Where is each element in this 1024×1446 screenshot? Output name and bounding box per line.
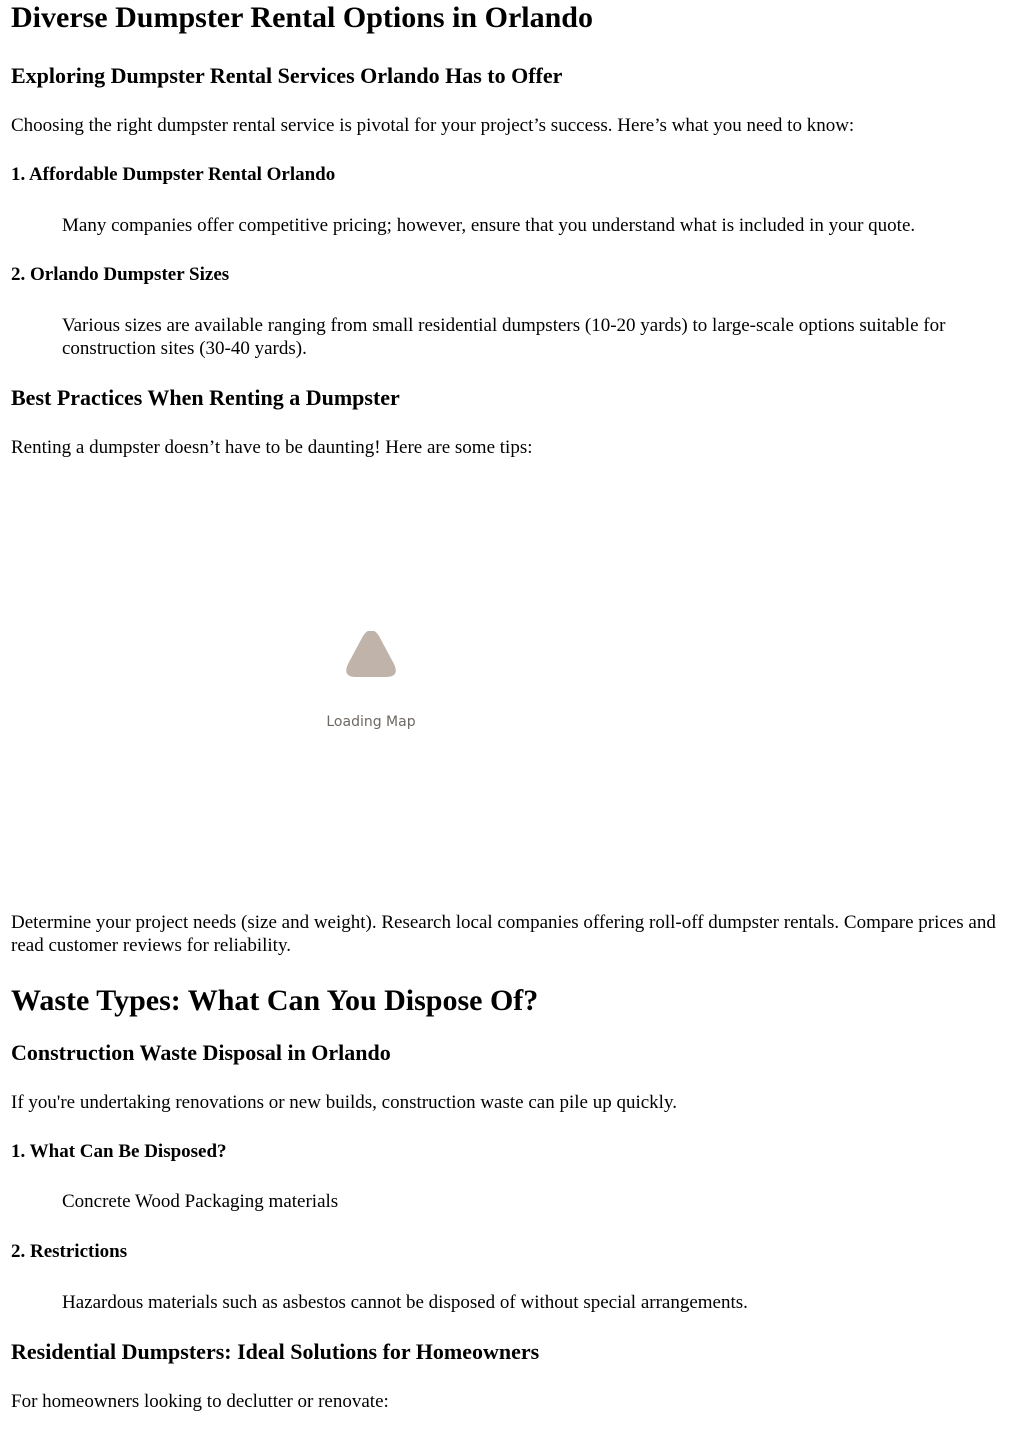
section-heading-residential: Residential Dumpsters: Ideal Solutions for Homeowners — [11, 1339, 540, 1364]
section-intro-paragraph: Choosing the right dumpster rental service is pivotal for your project’s success. Here’s what you need to know: — [11, 115, 855, 136]
map-loading-label: Loading Map — [326, 714, 416, 730]
map-embed[interactable] — [11, 485, 731, 885]
item-text-affordable: Many companies offer competitive pricing; however, ensure that you understand what is included in your quote. — [62, 215, 916, 236]
item-heading-restrictions: 2. Restrictions — [11, 1241, 128, 1262]
item-heading-sizes: 2. Orlando Dumpster Sizes — [11, 264, 230, 285]
section-heading-construction: Construction Waste Disposal in Orlando — [11, 1040, 391, 1065]
construction-intro-paragraph: If you're undertaking renovations or new builds, construction waste can pile up quickly. — [11, 1092, 677, 1113]
tips-paragraph: Determine your project needs (size and weight). Research local companies offering roll-off dumpster rentals. Compare prices and read customer reviews for reliability. — [11, 912, 996, 956]
section-heading-best-practices: Best Practices When Renting a Dumpster — [11, 385, 400, 410]
item-heading-affordable: 1. Affordable Dumpster Rental Orlando — [11, 164, 336, 185]
item-text-sizes: Various sizes are available ranging from small residential dumpsters (10-20 yards) to large-scale options suitable for construction sites (30-40 yards). — [62, 315, 946, 359]
residential-intro-paragraph: For homeowners looking to declutter or renovate: — [11, 1391, 389, 1412]
map-placeholder-icon — [345, 631, 397, 679]
section-intro-tips: Renting a dumpster doesn’t have to be daunting! Here are some tips: — [11, 437, 533, 458]
item-text-disposed: Concrete Wood Packaging materials — [62, 1191, 339, 1212]
item-heading-disposed: 1. What Can Be Disposed? — [11, 1141, 227, 1162]
section-heading-exploring: Exploring Dumpster Rental Services Orlando Has to Offer — [11, 63, 563, 88]
page-title: Diverse Dumpster Rental Options in Orlando — [11, 1, 593, 34]
section-title-waste-types: Waste Types: What Can You Dispose Of? — [11, 984, 539, 1017]
item-text-restrictions: Hazardous materials such as asbestos cannot be disposed of without special arrangements. — [62, 1292, 748, 1313]
